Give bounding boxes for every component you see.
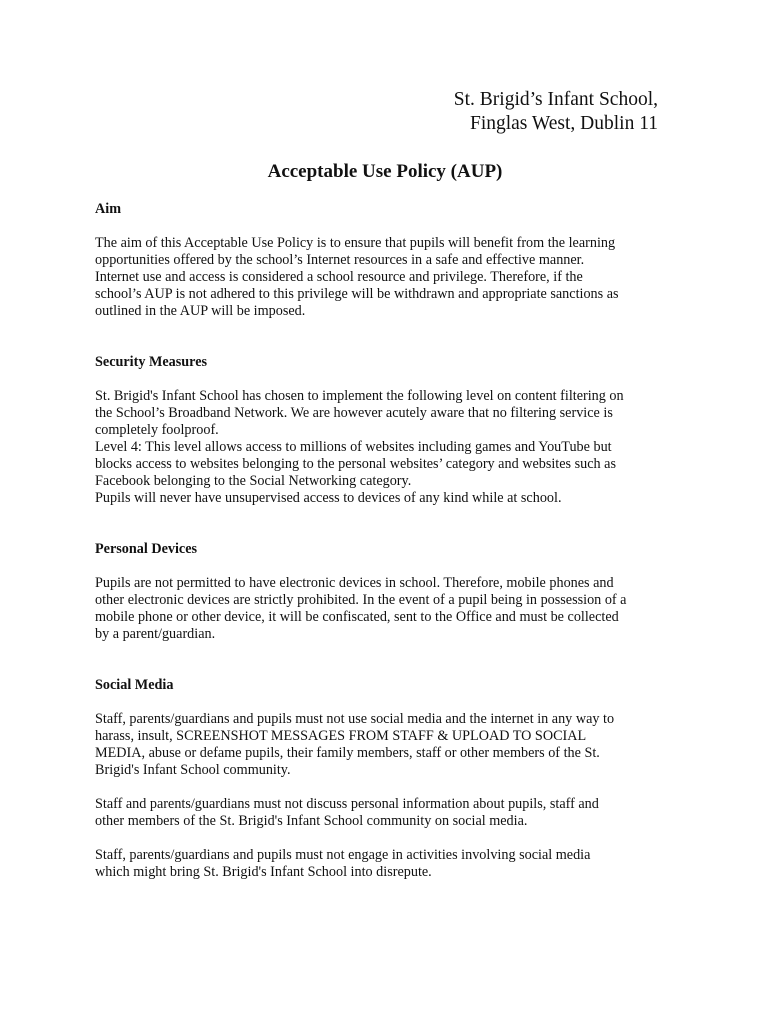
text-line: which might bring St. Brigid's Infant School into disrepute.	[95, 864, 432, 880]
text-line: Staff, parents/guardians and pupils must not engage in activities involving social media	[95, 847, 591, 863]
document-title: Acceptable Use Policy (AUP)	[267, 161, 503, 182]
text-line: blocks access to websites belonging to the personal websites’ category and websites such as	[95, 456, 616, 472]
text-line: outlined in the AUP will be imposed.	[95, 303, 306, 319]
text-line: completely foolproof.	[95, 422, 219, 438]
address-line-2: Finglas West, Dublin 11	[469, 113, 658, 134]
text-line: Pupils are not permitted to have electronic devices in school. Therefore, mobile phones and	[95, 575, 614, 591]
devices-paragraph	[95, 575, 685, 643]
text-line: Internet use and access is considered a school resource and privilege. Therefore, if the	[95, 269, 583, 285]
text-line: other electronic devices are strictly prohibited. In the event of a pupil being in possession of a	[95, 592, 627, 608]
text-line: Brigid's Infant School community.	[95, 762, 291, 778]
text-line: opportunities offered by the school’s Internet resources in a safe and effective manner.	[95, 252, 585, 268]
text-line: Staff, parents/guardians and pupils must not use social media and the internet in any way to	[95, 711, 615, 727]
text-line: The aim of this Acceptable Use Policy is to ensure that pupils will benefit from the learning	[95, 235, 616, 251]
school-address	[454, 88, 658, 136]
text-line: harass, insult, SCREENSHOT MESSAGES FROM STAFF & UPLOAD TO SOCIAL	[95, 728, 587, 744]
text-line: Pupils will never have unsupervised access to devices of any kind while at school.	[95, 490, 562, 506]
text-line: St. Brigid's Infant School has chosen to implement the following level on content filtering on	[95, 388, 624, 404]
social-paragraph-2	[95, 796, 685, 830]
document-body	[95, 201, 685, 881]
text-line: Facebook belonging to the Social Networking category.	[95, 473, 412, 489]
text-line: MEDIA, abuse or defame pupils, their family members, staff or other members of the St.	[95, 745, 600, 761]
text-line: other members of the St. Brigid's Infant School community on social media.	[95, 813, 528, 829]
text-line: Level 4: This level allows access to millions of websites including games and YouTube but	[95, 439, 612, 455]
text-line: the School’s Broadband Network. We are however acutely aware that no filtering service is	[95, 405, 613, 421]
section-heading-aim: Aim	[95, 201, 122, 217]
section-heading-security: Security Measures	[95, 354, 208, 370]
text-line: mobile phone or other device, it will be confiscated, sent to the Office and must be collected	[95, 609, 619, 625]
section-heading-social-media: Social Media	[95, 677, 174, 693]
social-paragraph-1	[95, 711, 685, 779]
security-paragraph	[95, 388, 685, 507]
aim-paragraph	[95, 235, 685, 320]
address-line-1: St. Brigid’s Infant School,	[453, 89, 658, 110]
text-line: school’s AUP is not adhered to this privilege will be withdrawn and appropriate sanctions as	[95, 286, 619, 302]
text-line: Staff and parents/guardians must not discuss personal information about pupils, staff and	[95, 796, 599, 812]
social-paragraph-3	[95, 847, 685, 881]
section-heading-devices: Personal Devices	[95, 541, 198, 557]
text-line: by a parent/guardian.	[95, 626, 216, 642]
